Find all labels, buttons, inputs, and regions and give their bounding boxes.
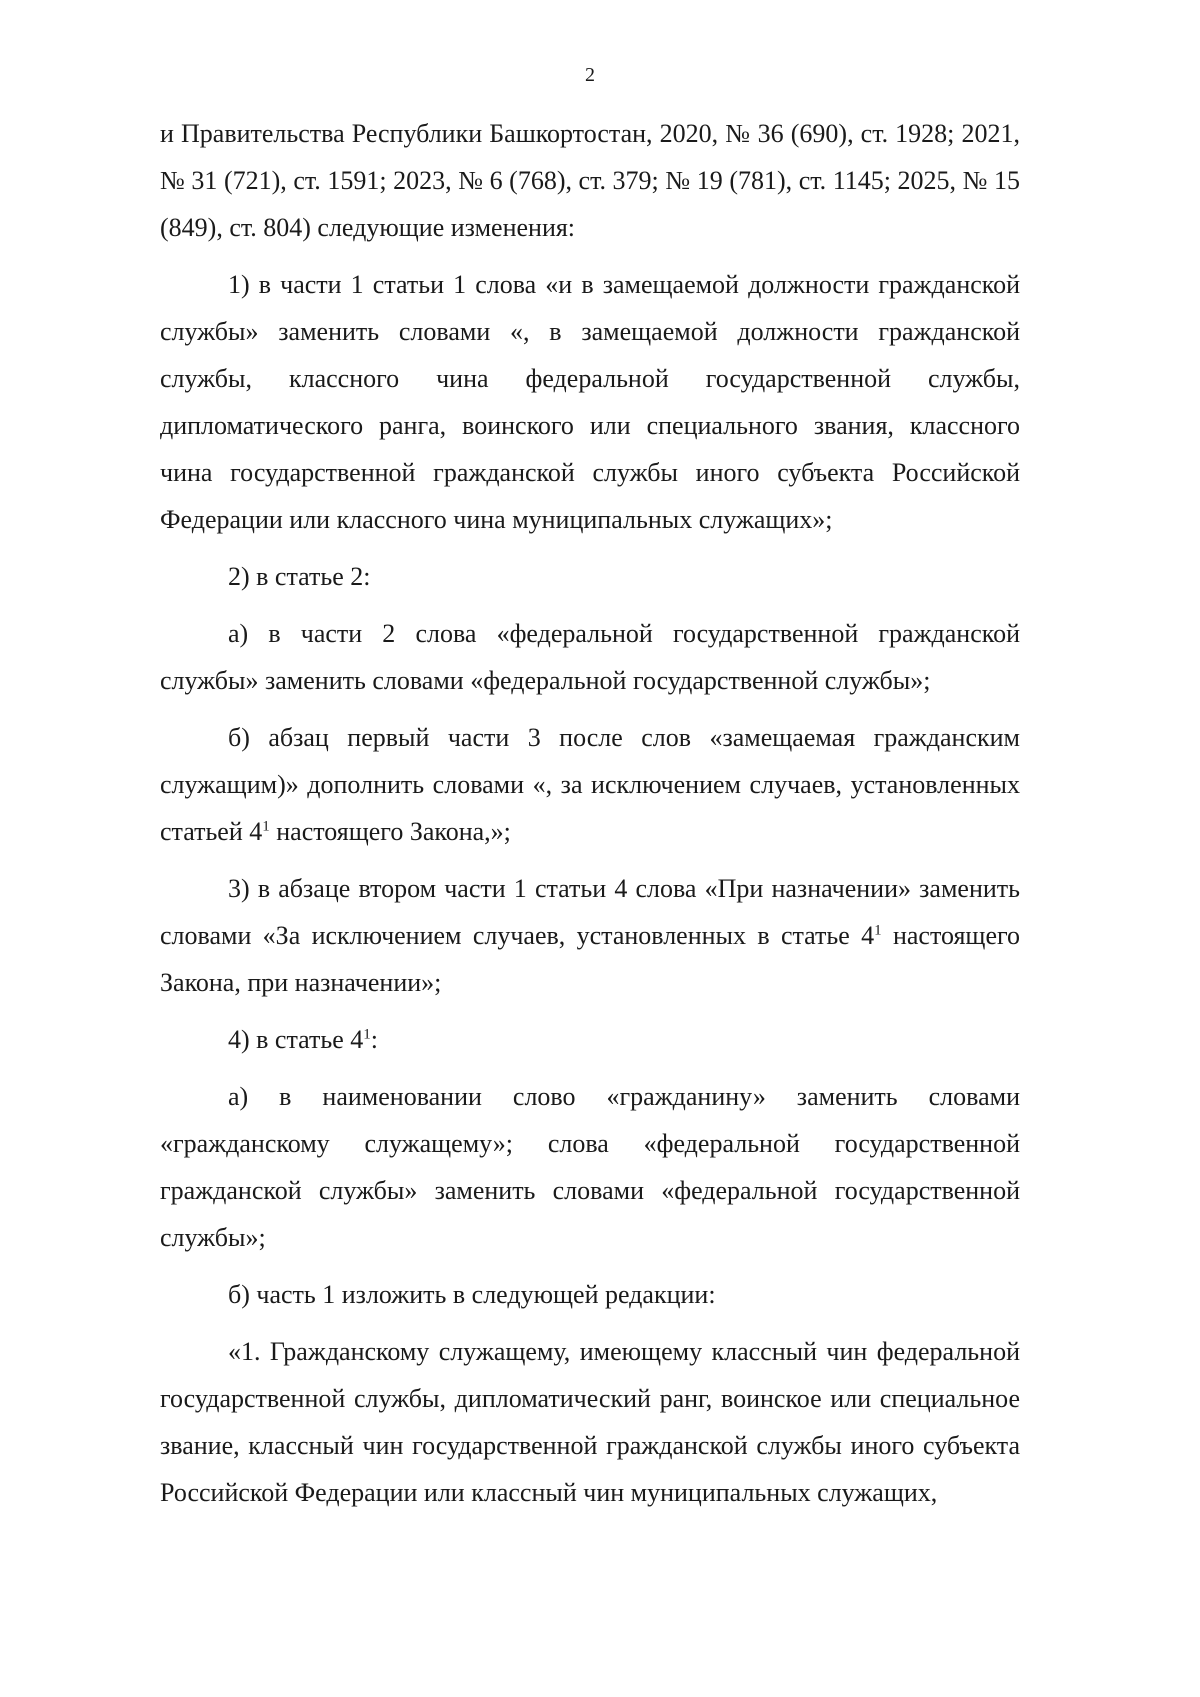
paragraph-item-2b — [160, 714, 1020, 855]
superscript-mark: 1 — [363, 1026, 371, 1043]
document-body — [160, 110, 1020, 1518]
paragraph-item-4a: а) в наименовании слово «гражданину» заменить словами «гражданскому служащему»; слова «федеральной государственной гражданской службы» заменить словами «федеральной государственной службы»; — [160, 1082, 1020, 1252]
paragraph-item-1: 1) в части 1 статьи 1 слова «и в замещаемой должности гражданской службы» заменить словами «, в замещаемой должности гражданской службы, классного чина федеральной государственной службы, дипломатического ранга, воинского или специального звания, классного чина государственной гражданской службы иного субъекта Российской Федерации или классного чина муниципальных служащих»; — [160, 270, 1020, 534]
paragraph-item-3 — [160, 865, 1020, 1006]
paragraph-item-2a: а) в части 2 слова «федеральной государственной гражданской службы» заменить словами «федеральной государственной службы»; — [160, 619, 1020, 695]
paragraph-item-4 — [160, 1016, 1020, 1063]
paragraph-item-4-text: 4) в статье 4 — [228, 1025, 364, 1054]
paragraph-item-3-text: 3) в абзаце втором части 1 статьи 4 слова «При назначении» заменить словами «За исключением случаев, установленных в статье 4 — [160, 874, 1020, 950]
paragraph-item-4-tail: : — [370, 1025, 379, 1054]
paragraph-new-part-1: «1. Гражданскому служащему, имеющему классный чин федеральной государственной службы, дипломатический ранг, воинское или специальное звание, классный чин государственной гражданской службы иного субъекта Российской Федерации или классный чин муниципальных служащих, — [160, 1337, 1020, 1507]
paragraph-item-4b: б) часть 1 изложить в следующей редакции: — [228, 1280, 716, 1309]
paragraph-item-2b-tail: настоящего Закона,»; — [269, 817, 511, 846]
paragraph-item-2: 2) в статье 2: — [228, 562, 371, 591]
paragraph-intro: и Правительства Республики Башкортостан, 2020, № 36 (690), ст. 1928; 2021, № 31 (721), ст. 1591; 2023, № 6 (768), ст. 379; № 19 (781), ст. 1145; 2025, № 15 (849), ст. 804) следующие изменения: — [160, 119, 1020, 242]
superscript-mark: 1 — [874, 922, 882, 939]
paragraph-item-3-tail: настоящего Закона, при назначении»; — [160, 921, 1021, 997]
superscript-mark: 1 — [262, 818, 270, 835]
page-number: 2 — [585, 64, 595, 86]
paragraph-item-2b-text: б) абзац первый части 3 после слов «замещаемая гражданским служащим)» дополнить словами «, за исключением случаев, установленных статьей 4 — [160, 723, 1020, 846]
